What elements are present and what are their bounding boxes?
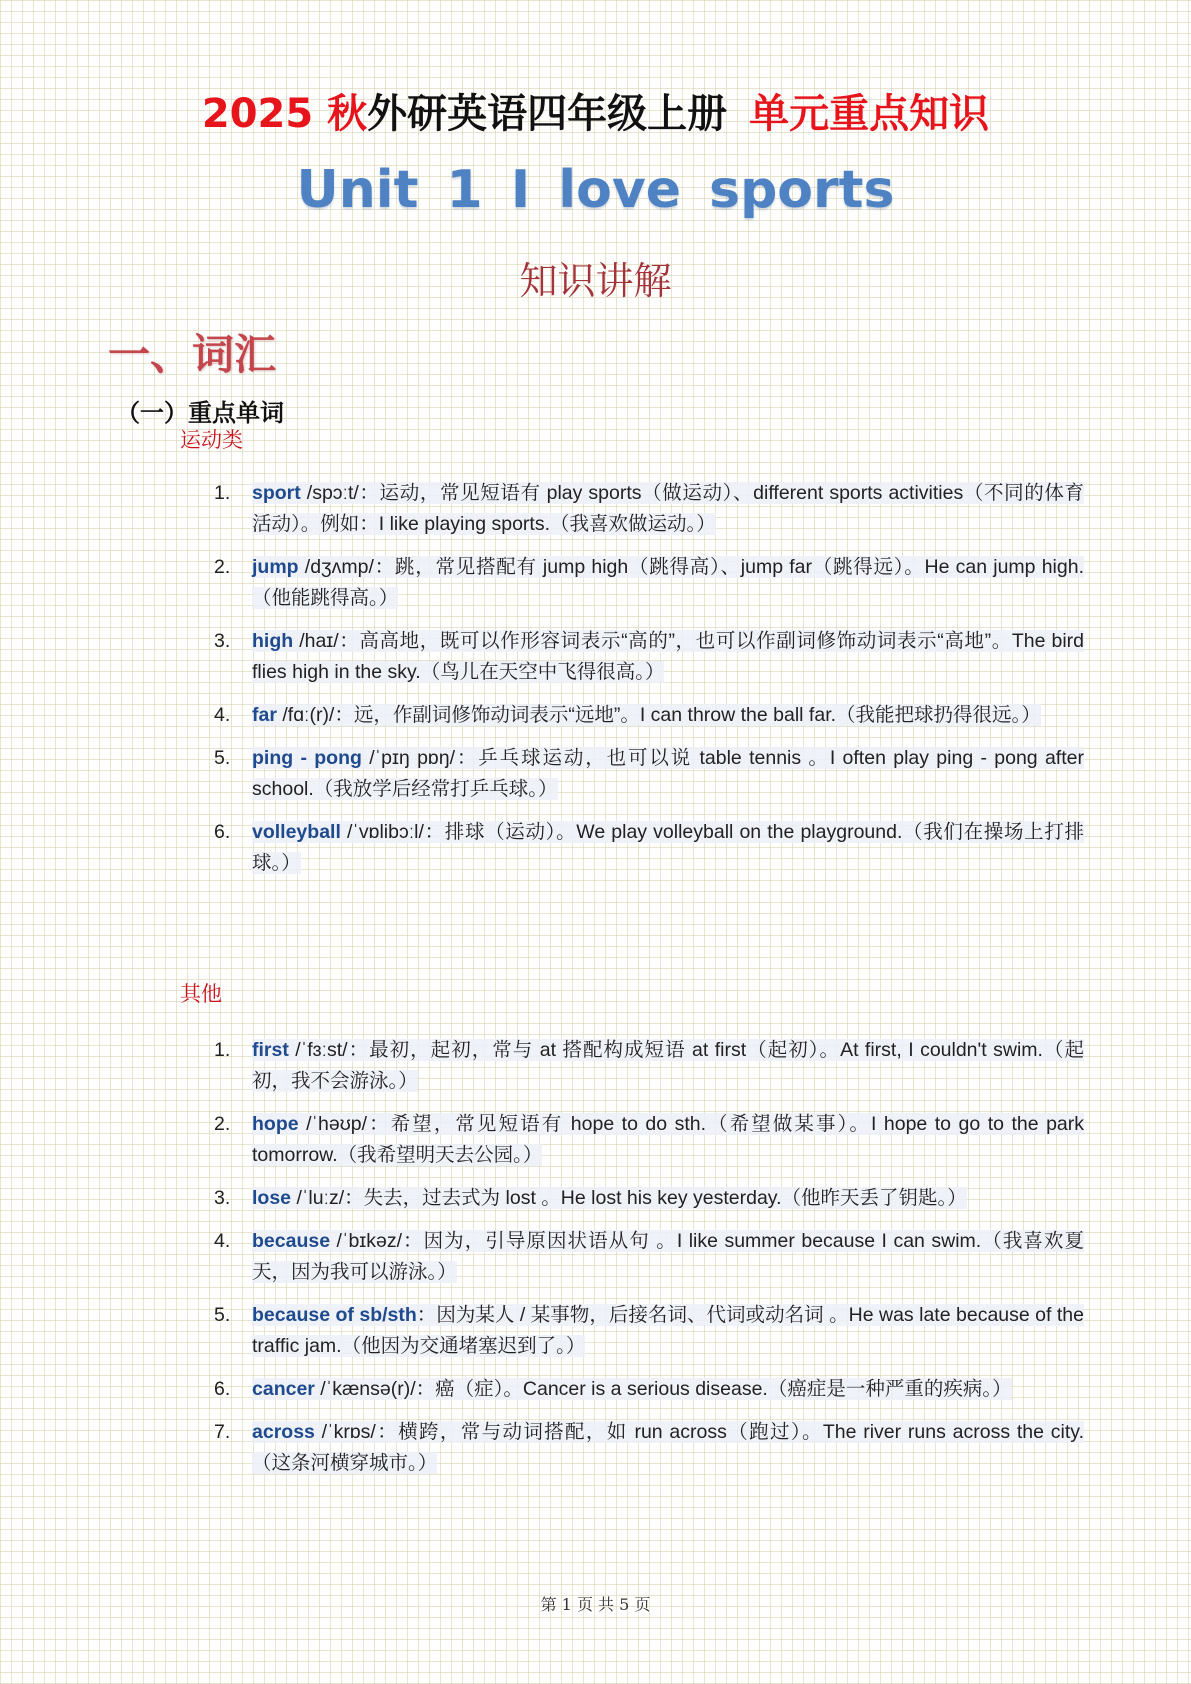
keyword: cancer: [252, 1378, 315, 1400]
keyword: because: [252, 1230, 331, 1252]
item-number: 1.: [214, 1039, 231, 1061]
definition: /ˈpɪŋ pɒŋ/：乒乓球运动，也可以说 table tennis 。I often play ping - pong after school.（我放学后经常打乒乓球。）: [252, 747, 1084, 800]
word-list-other: [214, 1035, 1084, 1491]
category-label-other: 其他: [180, 982, 222, 1006]
keyword: jump: [252, 556, 299, 578]
definition: /spɔːt/：运动，常见短语有 play sports（做运动）、different sports activities（不同的体育活动）。例如：I like playing sports.（我喜欢做运动。）: [252, 482, 1084, 535]
list-item: [214, 1183, 1084, 1214]
list-item: [214, 1109, 1084, 1171]
definition: /ˈvɒlibɔːl/：排球（运动）。We play volleyball on the playground.（我们在操场上打排球。）: [252, 821, 1084, 874]
list-item: [214, 552, 1084, 614]
word-list-sports: [214, 478, 1084, 891]
item-number: 2.: [214, 1113, 231, 1135]
list-item: [214, 626, 1084, 688]
title-tail: 单元重点知识: [749, 91, 990, 137]
item-number: 5.: [214, 1304, 231, 1326]
definition: /ˈkrɒs/：横跨，常与动词搭配，如 run across（跑过）。The river runs across the city.（这条河横穿城市。）: [252, 1421, 1084, 1474]
item-number: 7.: [214, 1421, 231, 1443]
document-title: [0, 82, 1191, 139]
title-year: 2025 秋: [201, 91, 368, 137]
list-item: [214, 743, 1084, 805]
item-number: 6.: [214, 821, 231, 843]
definition: /ˈluːz/：失去，过去式为 lost 。He lost his key yesterday.（他昨天丢了钥匙。）: [291, 1187, 967, 1209]
item-number: 1.: [214, 482, 231, 504]
page-subtitle: 知识讲解: [519, 259, 672, 303]
keyword: first: [252, 1039, 289, 1061]
definition: /ˈbɪkəz/：因为，引导原因状语从句 。I like summer because I can swim.（我喜欢夏天，因为我可以游泳。）: [252, 1230, 1084, 1283]
unit-title: Unit 1 I love sports: [296, 160, 895, 220]
item-number: 4.: [214, 704, 231, 726]
keyword: hope: [252, 1113, 299, 1135]
keyword: far: [252, 704, 277, 726]
definition: /ˈhəʊp/：希望，常见短语有 hope to do sth.（希望做某事）。I hope to go to the park tomorrow.（我希望明天去公园。）: [252, 1113, 1084, 1166]
section-heading-vocabulary: 一、词汇: [108, 330, 277, 379]
keyword: lose: [252, 1187, 292, 1209]
list-item: [214, 700, 1084, 731]
list-item: [214, 478, 1084, 540]
title-main: 外研英语四年级上册: [367, 91, 728, 137]
list-item: [214, 1226, 1084, 1288]
list-item: [214, 817, 1084, 879]
keyword: because of sb/sth: [252, 1304, 417, 1326]
page-number: 第 1 页 共 5 页: [540, 1595, 651, 1614]
definition: /ˈkænsə(r)/：癌（症）。Cancer is a serious disease.（癌症是一种严重的疾病。）: [314, 1378, 1012, 1400]
definition: /haɪ/：高高地，既可以作形容词表示“高的”，也可以作副词修饰动词表示“高地”。The bird flies high in the sky.（鸟儿在天空中飞得很高。）: [252, 630, 1084, 683]
category-label-sports: 运动类: [180, 428, 243, 452]
item-number: 3.: [214, 630, 231, 652]
keyword: volleyball: [252, 821, 341, 843]
definition: ：因为某人 / 某事物，后接名词、代词或动名词 。He was late because of the traffic jam.（他因为交通堵塞迟到了。）: [252, 1304, 1085, 1357]
item-number: 6.: [214, 1378, 231, 1400]
list-item: [214, 1035, 1084, 1097]
list-item: [214, 1374, 1084, 1405]
item-number: 2.: [214, 556, 231, 578]
item-number: 5.: [214, 747, 231, 769]
keyword: sport: [252, 482, 301, 504]
definition: /ˈfɜːst/：最初，起初，常与 at 搭配构成短语 at first（起初）。At first, I couldn't swim.（起初，我不会游泳。）: [252, 1039, 1084, 1092]
definition: /dʒʌmp/：跳，常见搭配有 jump high（跳得高）、jump far（跳得远）。He can jump high.（他能跳得高。）: [252, 556, 1084, 609]
item-number: 4.: [214, 1230, 231, 1252]
subsection-heading-key-words: （一）重点单词: [116, 399, 284, 427]
keyword: ping - pong: [252, 747, 362, 769]
list-item: [214, 1300, 1084, 1362]
definition: /fɑː(r)/：远，作副词修饰动词表示“远地”。I can throw the ball far.（我能把球扔得很远。）: [276, 704, 1041, 726]
list-item: [214, 1417, 1084, 1479]
item-number: 3.: [214, 1187, 231, 1209]
keyword: high: [252, 630, 294, 652]
keyword: across: [252, 1421, 315, 1443]
